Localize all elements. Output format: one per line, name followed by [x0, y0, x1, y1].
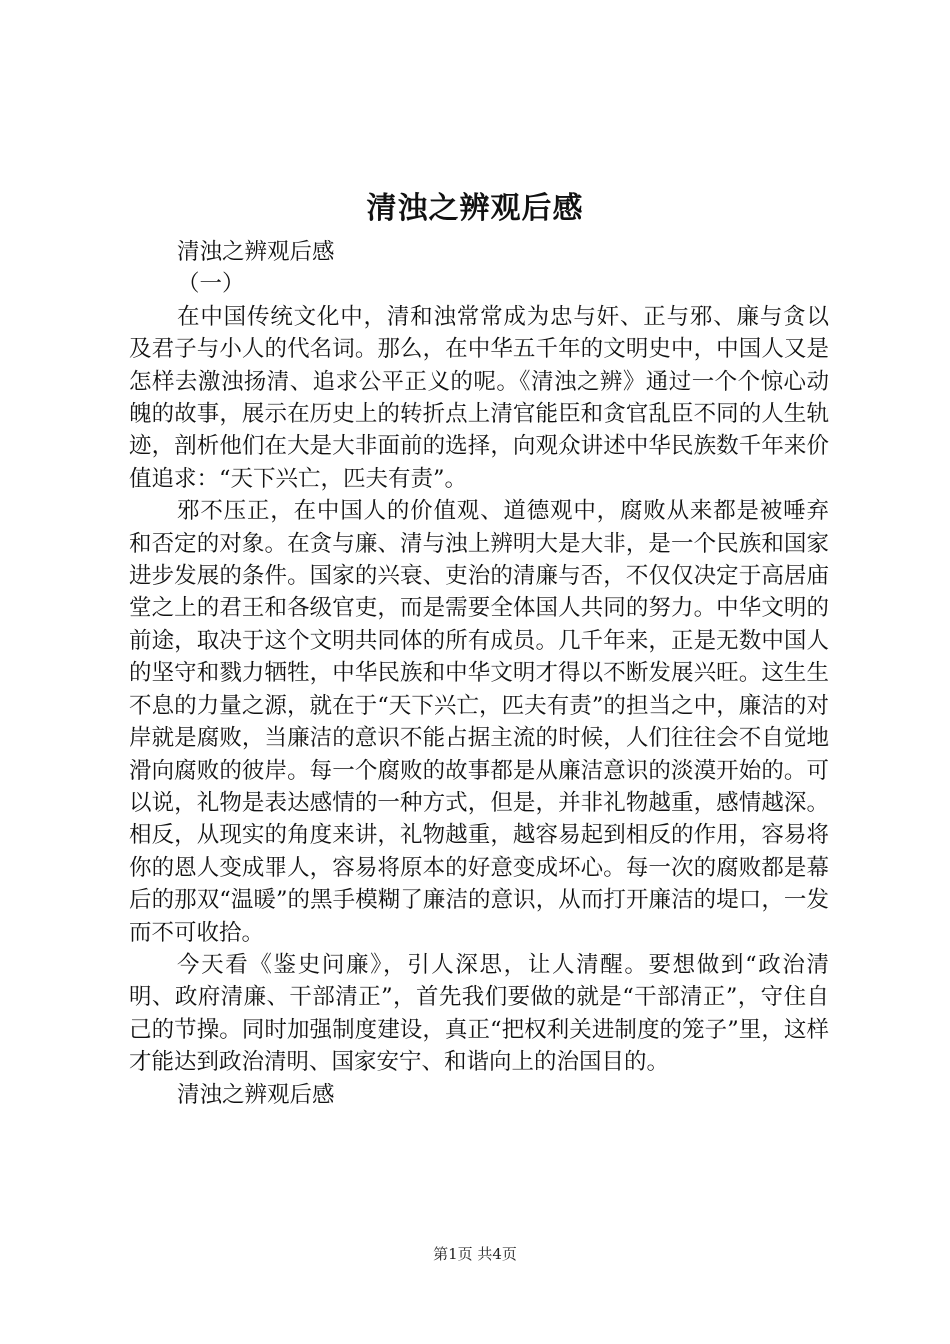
subtitle-line: 清浊之辨观后感 [177, 239, 335, 265]
paragraph-1: 在中国传统文化中，清和浊常常成为忠与奸、正与邪、廉与贪以及君子与小人的代名词。那么，在中华五千年的文明史中，中国人又是怎样去激浊扬清、追求公平正义的呢。《清浊之辨》通过一个个惊心动魄的故事，展示在历史上的转折点上清官能臣和贪官乱臣不同的人生轨迹，剖析他们在大是大非面前的选择，向观众讲述中华民族数千年来价值追求：“天下兴亡，匹夫有责”。 [129, 303, 829, 492]
section-number: （一） [177, 271, 245, 298]
paragraph-2: 邪不压正，在中国人的价值观、道德观中，腐败从来都是被唾弃和否定的对象。在贪与廉、清与浊上辨明大是大非，是一个民族和国家进步发展的条件。国家的兴衰、吏治的清廉与否，不仅仅决定于高居庙堂之上的君王和各级官吏，而是需要全体国人共同的努力。中华文明的前途，取决于这个文明共同体的所有成员。几千年来，正是无数中国人的坚守和戮力牺牲，中华民族和中华文明才得以不断发展兴旺。这生生不息的力量之源，就在于“天下兴亡，匹夫有责”的担当之中，廉洁的对岸就是腐败，当廉洁的意识不能占据主流的时候，人们往往会不自觉地滑向腐败的彼岸。每一个腐败的故事都是从廉洁意识的淡漠开始的。可以说，礼物是表达感情的一种方式，但是，并非礼物越重，感情越深。相反，从现实的角度来讲，礼物越重，越容易起到相反的作用，容易将你的恩人变成罪人，容易将原本的好意变成坏心。每一次的腐败都是幕后的那双“温暖”的黑手模糊了廉洁的意识，从而打开廉洁的堤口，一发而不可收拾。 [129, 498, 829, 946]
document-body [129, 236, 829, 1111]
page-footer: 第1页 共4页 [433, 1245, 517, 1263]
document-title: 清浊之辨观后感 [366, 191, 584, 226]
closing-heading: 清浊之辨观后感 [177, 1081, 335, 1108]
paragraph-3: 今天看《鉴史问廉》，引人深思，让人清醒。要想做到“政治清明、政府清廉、干部清正”，首先我们要做的就是“干部清正”，守住自己的节操。同时加强制度建设，真正“把权利关进制度的笼子”里，这样才能达到政治清明、国家安宁、和谐向上的治国目的。 [129, 951, 829, 1076]
